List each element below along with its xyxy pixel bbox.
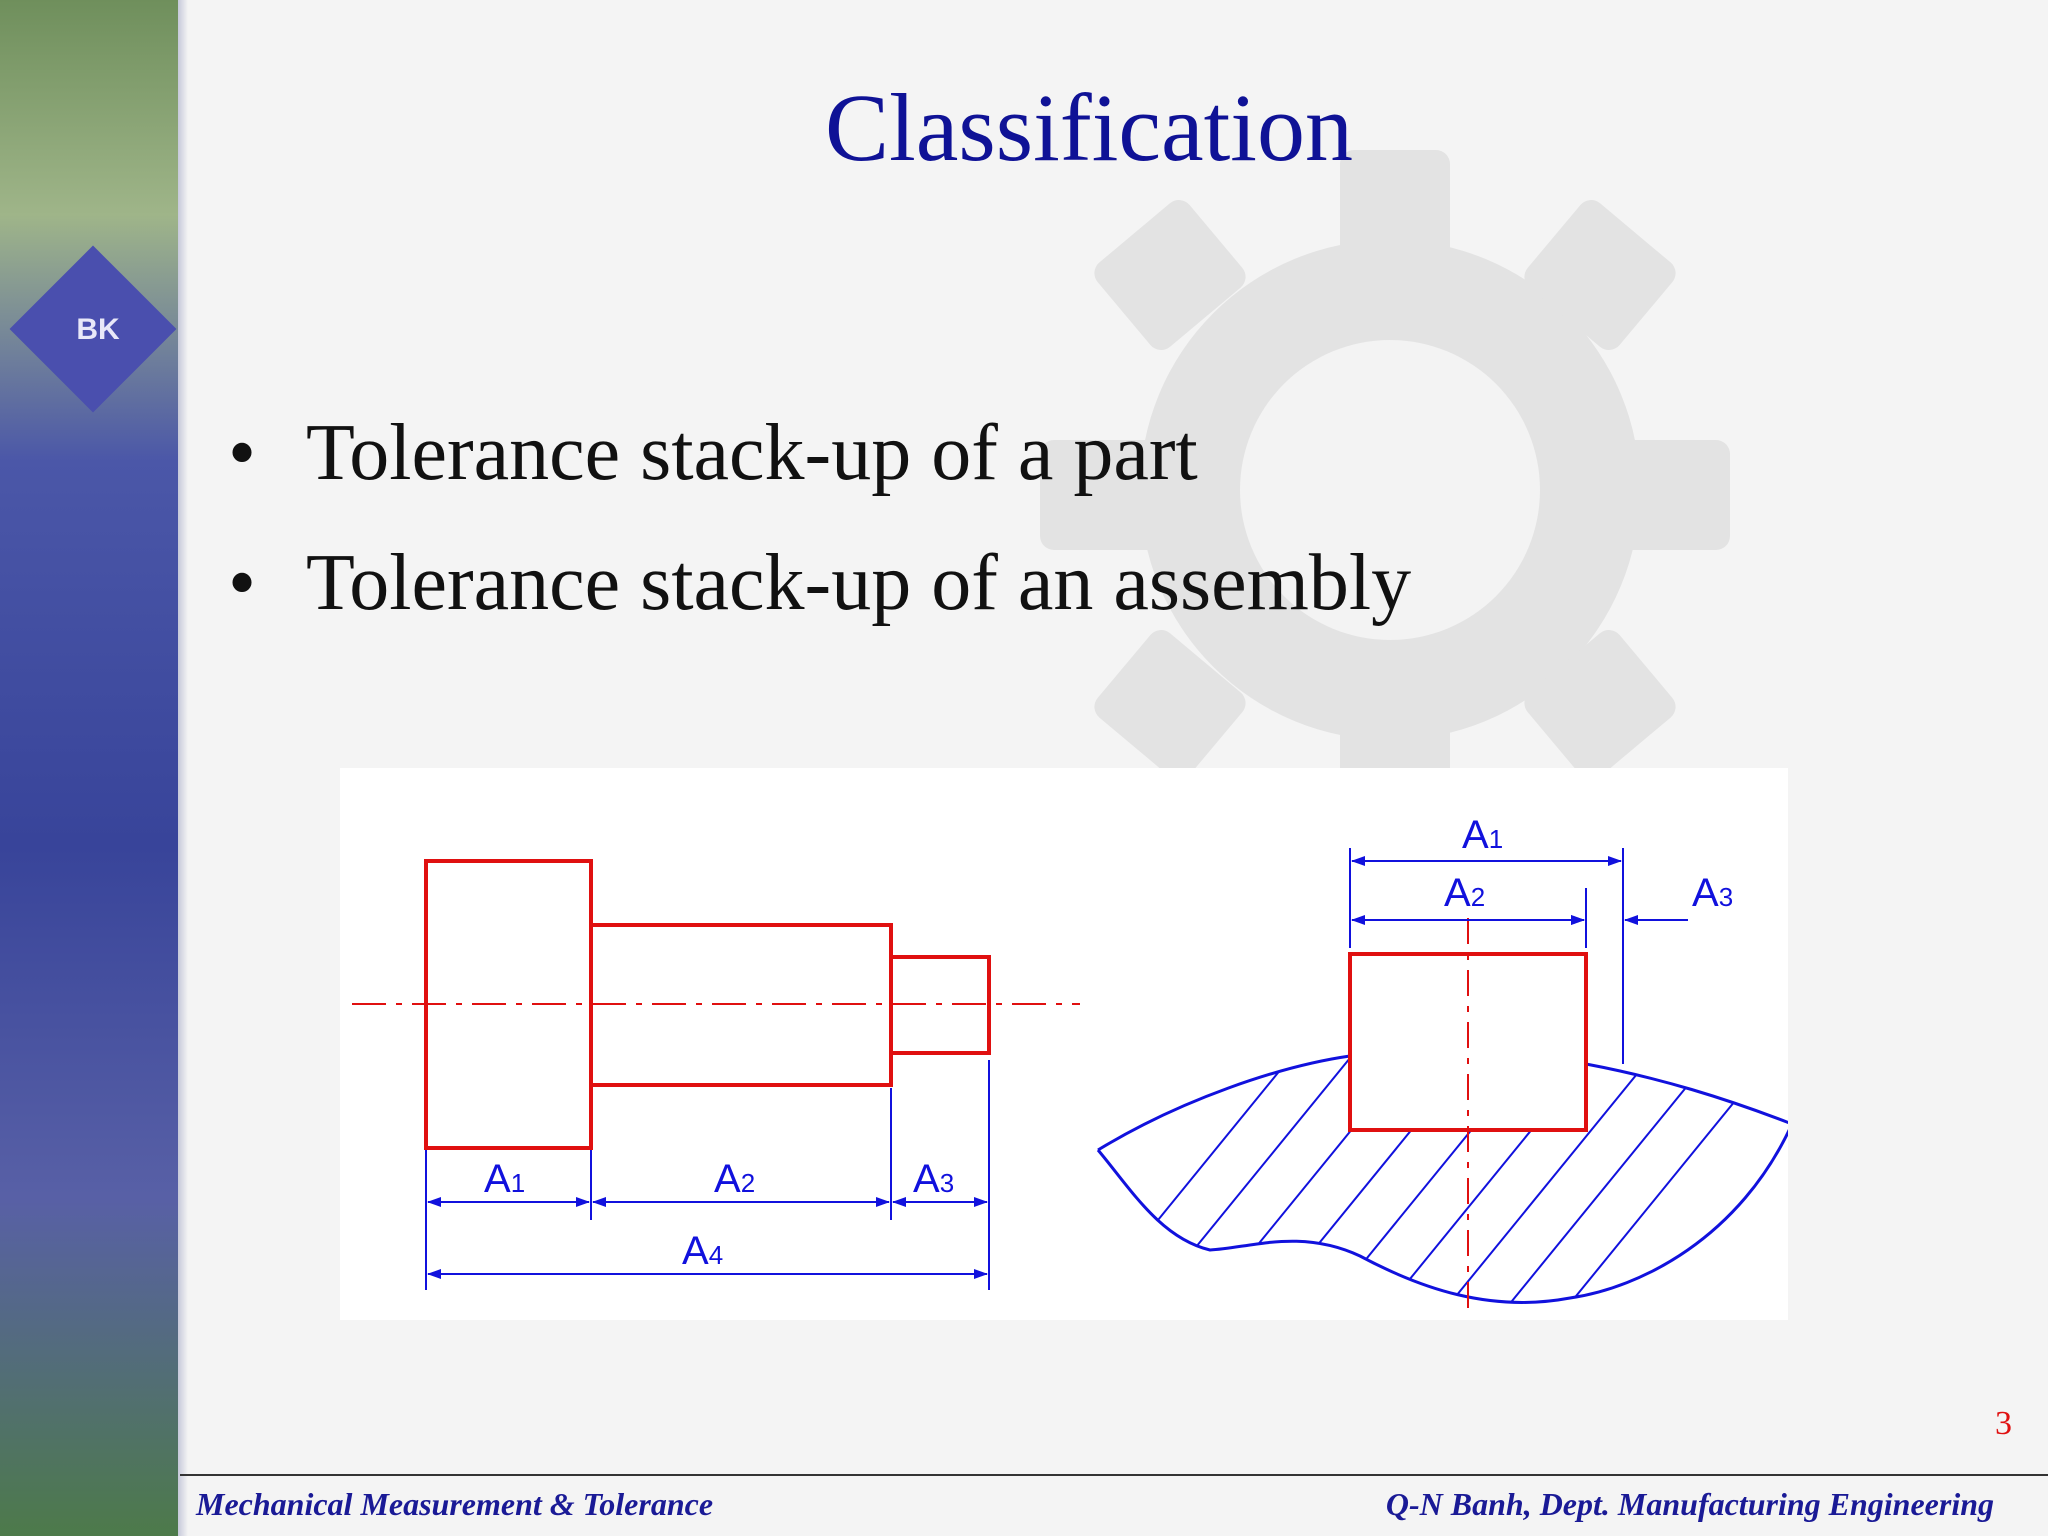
assy-label-a1: A1 — [1462, 813, 1504, 857]
ground-surface-line — [1098, 1056, 1788, 1150]
shaft-part — [352, 861, 1080, 1148]
bullet-item-assembly — [228, 518, 1411, 648]
bullet-list — [228, 388, 1411, 648]
footer-author: Q-N Banh, Dept. Manufacturing Engineering — [1385, 1486, 1994, 1522]
bullet-dot-icon: • — [228, 409, 257, 497]
assy-label-a2: A2 — [1444, 871, 1486, 915]
bk-logo-text: BK — [76, 313, 120, 346]
dim-label-a3: A3 — [913, 1157, 955, 1201]
bullet-text: Tolerance stack-up of an assembly — [306, 539, 1412, 627]
assembly-ground — [1070, 1056, 1788, 1320]
bullet-dot-icon: • — [228, 539, 257, 627]
tolerance-diagram — [340, 768, 1788, 1320]
dim-label-a1: A1 — [484, 1157, 526, 1201]
assy-label-a3: A3 — [1692, 871, 1734, 915]
bullet-item-part — [228, 388, 1411, 518]
shaft-section-1 — [426, 861, 591, 1148]
tolerance-diagram-panel — [340, 768, 1788, 1320]
page-number: 3 — [1995, 1405, 2012, 1442]
ground-break-line — [1098, 1124, 1788, 1302]
dim-label-a2: A2 — [714, 1157, 756, 1201]
footer-divider — [180, 1474, 2048, 1476]
dim-label-a4: A4 — [682, 1229, 724, 1273]
footer-course-title: Mechanical Measurement & Tolerance — [196, 1486, 714, 1522]
page-title: Classification — [825, 74, 1353, 181]
campus-photo-strip — [0, 0, 178, 1536]
photo-strip-fade — [178, 0, 188, 1536]
bullet-text: Tolerance stack-up of a part — [306, 409, 1198, 497]
